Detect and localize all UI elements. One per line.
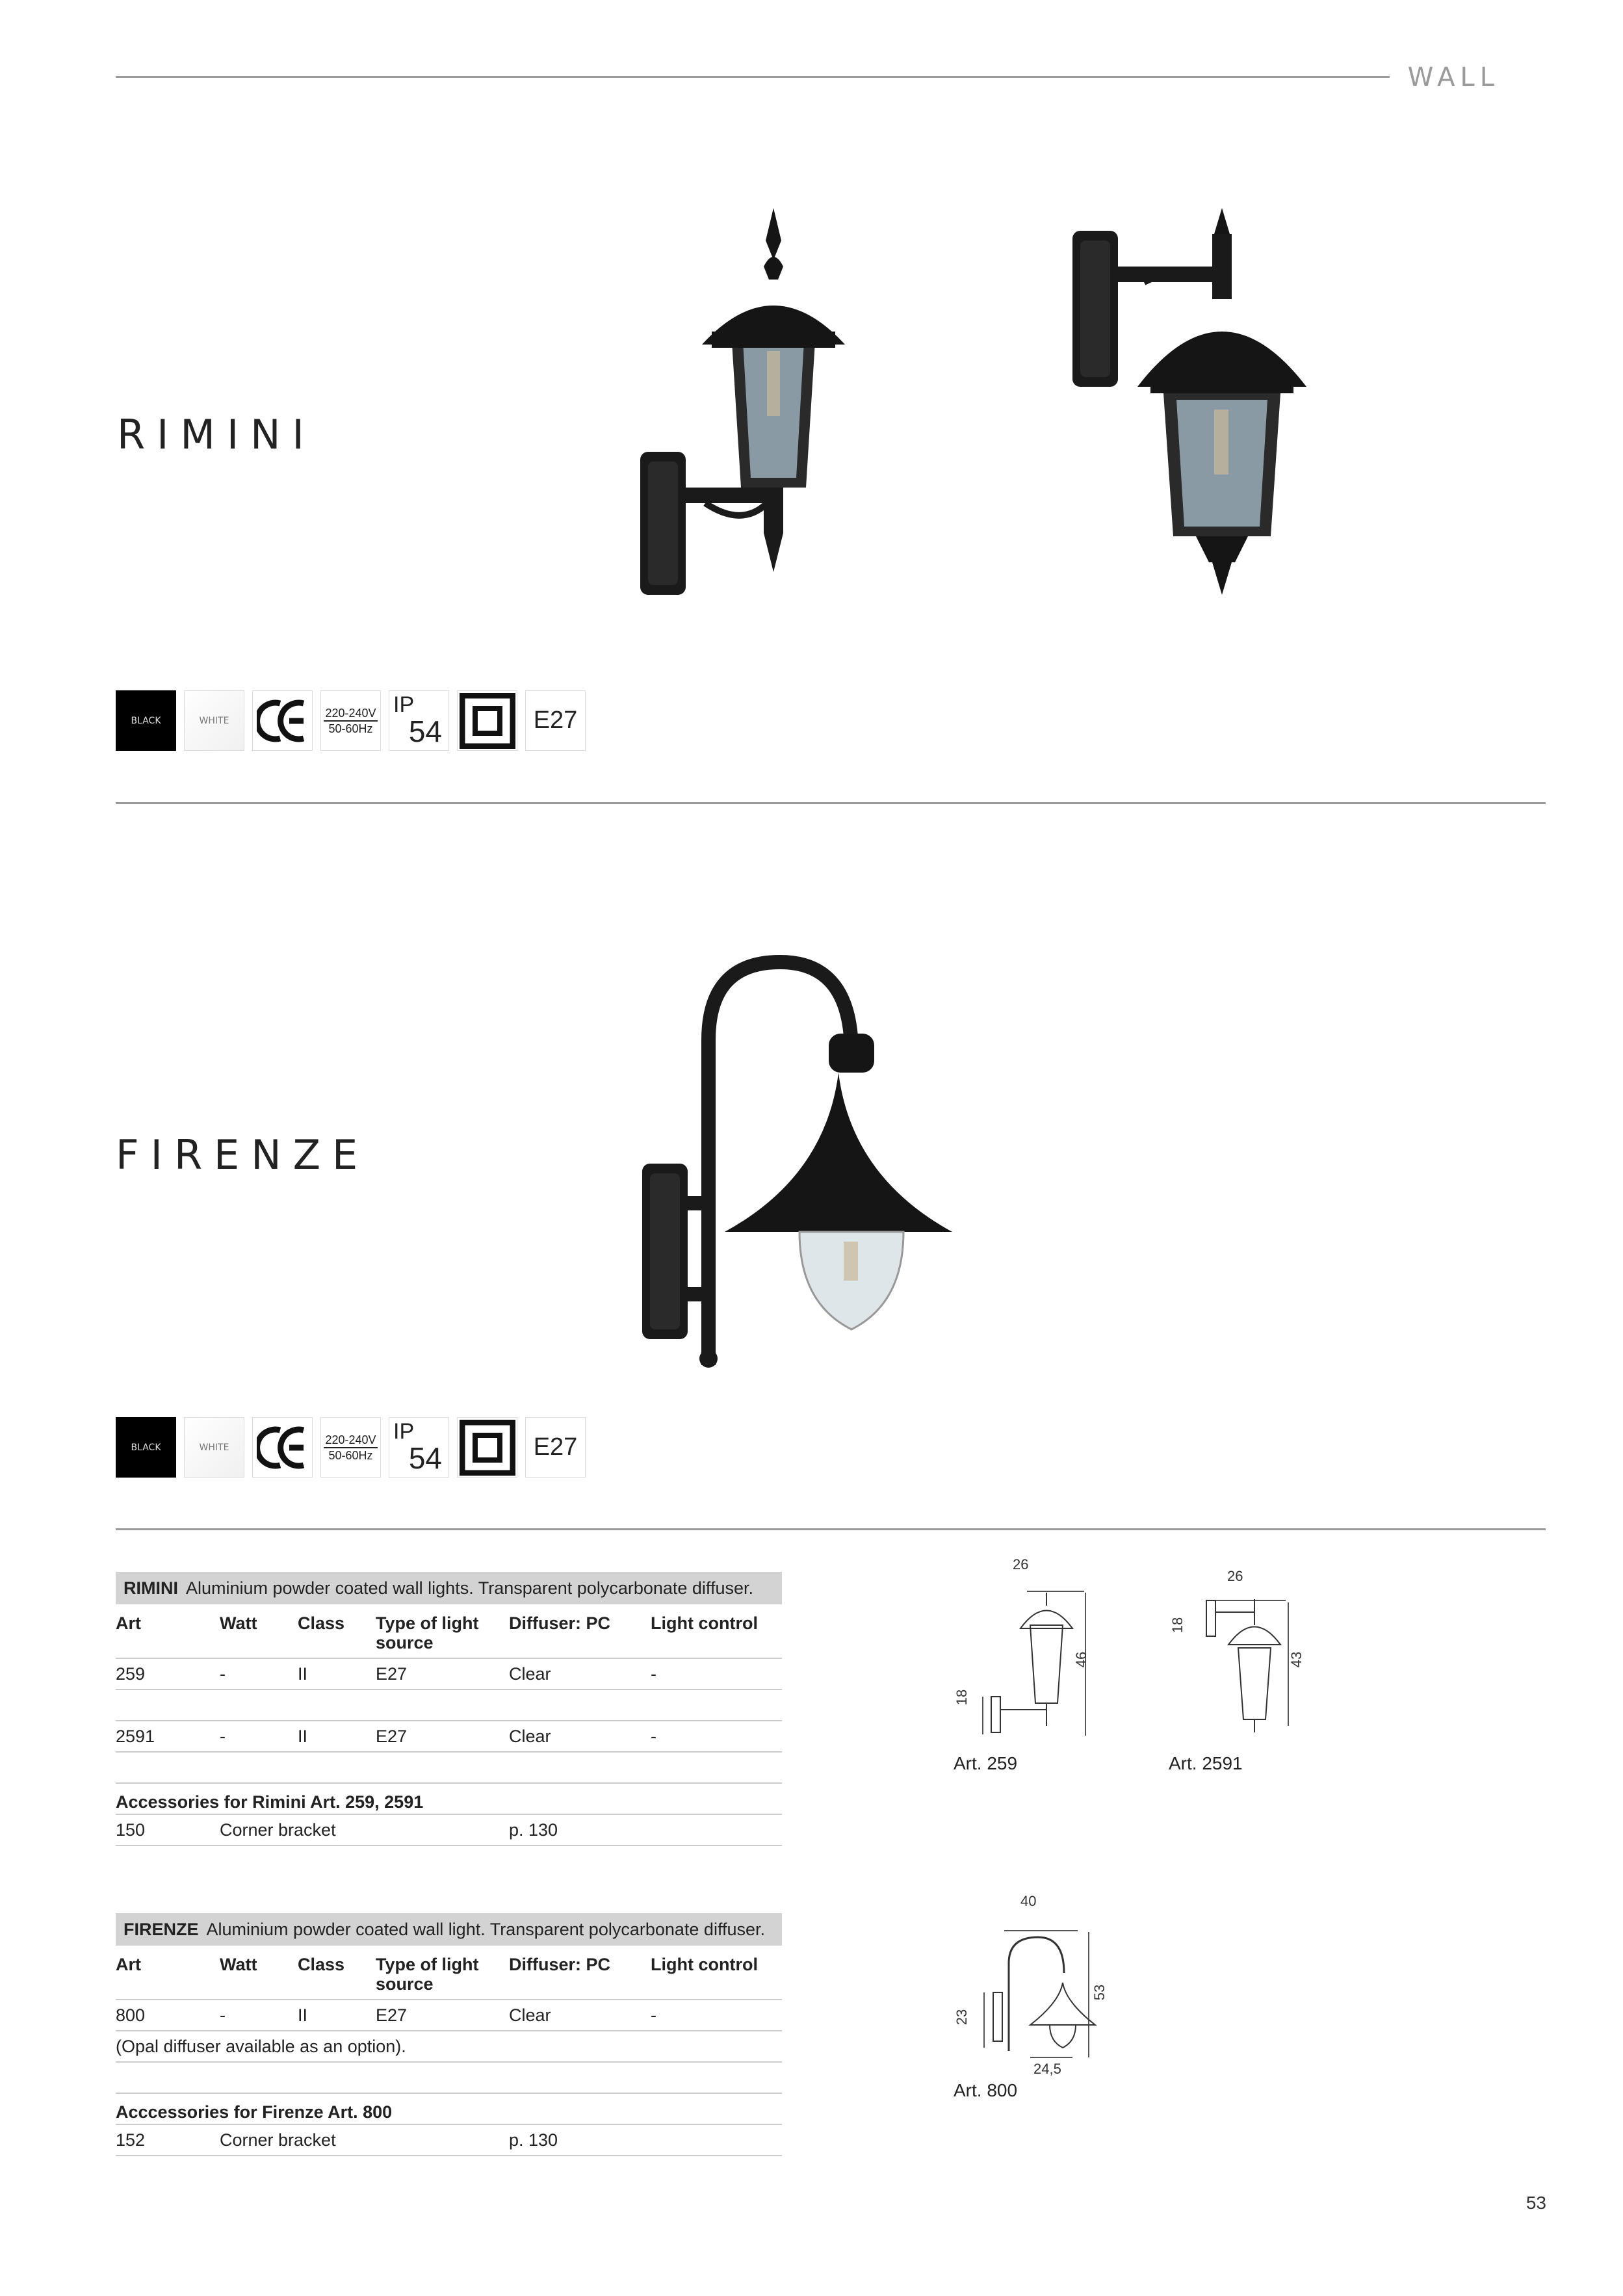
rimini-down-lantern-image xyxy=(1066,202,1326,605)
table-row xyxy=(116,1659,782,1690)
ip-value: 54 xyxy=(408,714,442,748)
firenze-lantern-image xyxy=(637,923,975,1378)
color-swatch-white: WHITE xyxy=(184,1417,244,1478)
voltage-range: 220-240V xyxy=(324,1433,377,1448)
section-divider xyxy=(116,1528,1546,1530)
table-row xyxy=(116,1721,782,1753)
firenze-spec-table xyxy=(116,1913,782,2156)
color-swatch-white: WHITE xyxy=(184,690,244,751)
spec-product-name: FIRENZE xyxy=(123,1920,199,1939)
spec-description: Aluminium powder coated wall lights. Transparent polycarbonate diffuser. xyxy=(186,1578,753,1598)
voltage-range: 220-240V xyxy=(324,706,377,722)
rimini-spec-table xyxy=(116,1572,782,1846)
ip-rating-badge xyxy=(389,690,449,751)
product-title-rimini: RIMINI xyxy=(117,411,316,458)
dimension-height: 43 xyxy=(1288,1651,1305,1668)
cell: - xyxy=(220,2005,226,2025)
col-header: Art xyxy=(116,1955,141,1974)
cell: - xyxy=(220,1727,226,1746)
cell: E27 xyxy=(376,1664,408,1684)
dimension-width: 26 xyxy=(1013,1556,1029,1572)
dimension-height: 46 xyxy=(1073,1651,1090,1668)
ip-rating-badge xyxy=(389,1417,449,1478)
firenze-badge-row xyxy=(116,1417,586,1478)
accessories-title: Acccessories for Firenze Art. 800 xyxy=(116,2094,782,2125)
ip-value: 54 xyxy=(408,1441,442,1475)
cell: 152 xyxy=(116,2130,146,2150)
dimension-width: 26 xyxy=(1227,1568,1243,1584)
dimension-projection: 24,5 xyxy=(1033,2061,1061,2077)
voltage-badge xyxy=(320,1417,381,1478)
cell: E27 xyxy=(376,2005,408,2025)
cell: - xyxy=(651,2005,656,2025)
cell: p. 130 xyxy=(509,2130,558,2150)
dimension-width: 40 xyxy=(1020,1893,1037,1909)
accessory-row xyxy=(116,2125,782,2156)
col-header: Diffuser: PC xyxy=(509,1613,611,1633)
header-rule xyxy=(116,76,1390,78)
voltage-badge xyxy=(320,690,381,751)
rimini-up-lantern-image xyxy=(634,202,894,605)
double-insulation-icon xyxy=(457,690,517,751)
table-row xyxy=(116,2000,782,2031)
dimension-bracket: 23 xyxy=(954,2009,970,2026)
socket-type-badge: E27 xyxy=(525,690,586,751)
cell: - xyxy=(651,1727,656,1746)
drawing-label-art-259: Art. 259 xyxy=(954,1753,1018,1773)
spec-banner xyxy=(116,1913,782,1946)
col-header: Diffuser: PC xyxy=(509,1955,611,1974)
frequency: 50-60Hz xyxy=(328,1448,373,1462)
color-swatch-black: BLACK xyxy=(116,1417,176,1478)
col-header: Watt xyxy=(220,1613,257,1633)
blank-row xyxy=(116,2063,782,2094)
blank-row xyxy=(116,1690,782,1721)
col-header: Type of light source xyxy=(376,1955,479,1994)
drawing-art-800 xyxy=(968,1924,1124,2080)
drawing-label-art-2591: Art. 2591 xyxy=(1169,1753,1243,1773)
rimini-badge-row xyxy=(116,690,586,751)
cell: p. 130 xyxy=(509,1820,558,1840)
cell: Clear xyxy=(509,1664,551,1684)
spec-banner xyxy=(116,1572,782,1604)
ip-label: IP xyxy=(393,1419,415,1444)
cell: II xyxy=(298,1727,308,1746)
dimension-bracket: 18 xyxy=(1169,1617,1186,1634)
cell: - xyxy=(651,1664,656,1684)
page-number: 53 xyxy=(1526,2193,1546,2213)
cell: II xyxy=(298,1664,308,1684)
cell: - xyxy=(220,1664,226,1684)
cell: E27 xyxy=(376,1727,408,1746)
col-header: Light control xyxy=(651,1613,758,1633)
table-note: (Opal diffuser available as an option). xyxy=(116,2031,782,2063)
section-divider xyxy=(116,802,1546,804)
spec-description: Aluminium powder coated wall light. Transparent polycarbonate diffuser. xyxy=(206,1920,765,1939)
ce-mark-icon xyxy=(252,690,313,751)
col-header: Light control xyxy=(651,1955,758,1974)
ip-label: IP xyxy=(393,692,415,717)
blank-row xyxy=(116,1753,782,1784)
cell: 150 xyxy=(116,1820,146,1840)
col-header: Watt xyxy=(220,1955,257,1974)
cell: 259 xyxy=(116,1664,146,1684)
ce-mark-icon xyxy=(252,1417,313,1478)
cell: Corner bracket xyxy=(220,2130,336,2150)
accessories-title: Accessories for Rimini Art. 259, 2591 xyxy=(116,1784,782,1815)
drawing-art-2591 xyxy=(1189,1586,1332,1742)
spec-header-row xyxy=(116,1946,782,2000)
color-swatch-black: BLACK xyxy=(116,690,176,751)
double-insulation-icon xyxy=(457,1417,517,1478)
drawing-label-art-800: Art. 800 xyxy=(954,2080,1018,2100)
socket-type-badge: E27 xyxy=(525,1417,586,1478)
col-header: Class xyxy=(298,1613,345,1633)
cell: Clear xyxy=(509,2005,551,2025)
spec-product-name: RIMINI xyxy=(123,1578,178,1598)
col-header: Type of light source xyxy=(376,1613,479,1652)
col-header: Class xyxy=(298,1955,345,1974)
dimension-bracket: 18 xyxy=(954,1689,970,1706)
frequency: 50-60Hz xyxy=(328,722,373,735)
dimension-height: 53 xyxy=(1091,1984,1108,2001)
accessory-row xyxy=(116,1815,782,1846)
product-title-firenze: FIRENZE xyxy=(116,1131,370,1179)
spec-header-row xyxy=(116,1604,782,1659)
cell: II xyxy=(298,2005,308,2025)
col-header: Art xyxy=(116,1613,141,1633)
cell: 2591 xyxy=(116,1727,155,1746)
cell: Corner bracket xyxy=(220,1820,336,1840)
cell: Clear xyxy=(509,1727,551,1746)
section-title: WALL xyxy=(1407,62,1500,92)
cell: 800 xyxy=(116,2005,146,2025)
